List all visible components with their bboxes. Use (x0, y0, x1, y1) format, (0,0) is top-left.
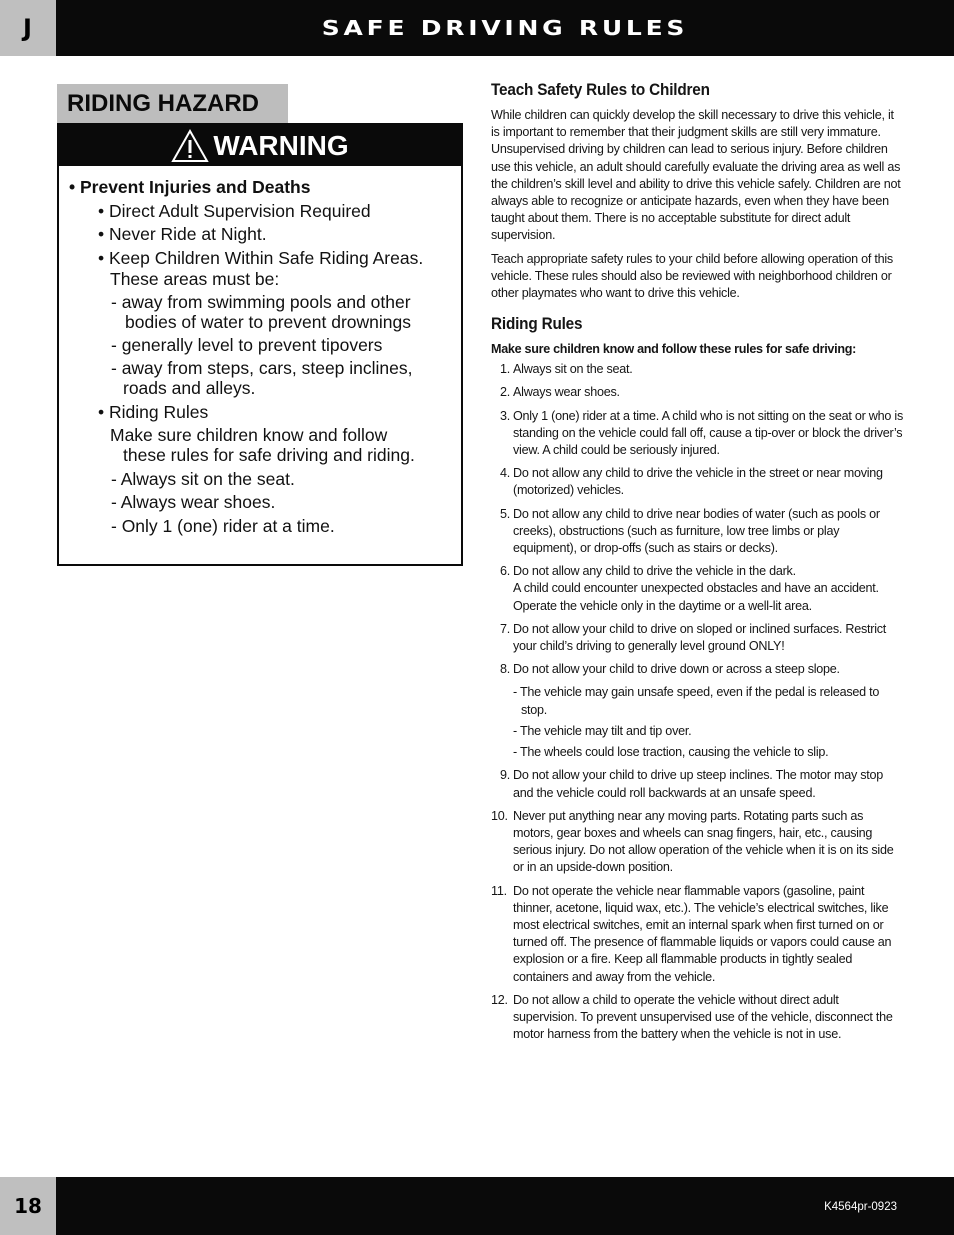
rule-sub-item: - The wheels could lose traction, causing the vehicle to slip. (513, 745, 829, 760)
rule-item: 7. Do not allow your child to drive on sloped or inclined surfaces. Restrict your child’s driving to generally level ground ONLY! (499, 621, 887, 654)
teach-paragraph-1: While children can quickly develop the skill necessary to drive this vehicle, it is important to remember that their judgment skills are still very immature. Unsupervised driving by children can lead to serious injury. Before children use this vehicle, an adult should carefully evaluate the driving area as well as the children’s skill level and ability to drive this vehicle safely. Children are not always able to recognize or anticipate hazards, even when they have been taught about them. There is no acceptable substitute for direct adult supervision. (491, 108, 901, 243)
warning-line: - generally level to prevent tipovers (111, 335, 383, 355)
warning-line: - Always wear shoes. (111, 492, 276, 512)
rule-item: 8. Do not allow your child to drive down or across a steep slope. (499, 662, 840, 677)
rules-intro: Make sure children know and follow these rules for safe driving: (491, 342, 856, 357)
rule-item: 1. Always sit on the seat. (499, 362, 633, 377)
warning-line: - away from swimming pools and other (111, 292, 411, 312)
page-title: SAFE DRIVING RULES (321, 16, 689, 40)
warning-line: these rules for safe driving and riding. (123, 445, 415, 465)
warning-line: - Only 1 (one) rider at a time. (111, 516, 335, 536)
warning-box (57, 123, 463, 566)
warning-line: • Prevent Injuries and Deaths (69, 177, 311, 197)
rule-item: 11. Do not operate the vehicle near flammable vapors (gasoline, paint thinner, acetone, liquid wax, etc.). The vehicle’s electrical switches, like most electrical switches, emit an internal spark when first turned on or turned off. The presence of flammable liquids or vapors could cause an explosion or a fire. Keep all flammable products in tightly sealed containers and away from the vehicle. (491, 883, 892, 984)
warning-line: These areas must be: (110, 269, 280, 289)
warning-line: roads and alleys. (123, 378, 256, 398)
right-column (491, 80, 903, 1049)
rule-item: 5. Do not allow any child to drive near bodies of water (such as pools or creeks), obstructions (such as furniture, low tree limbs or play equipment), or drop-offs (such as stairs or decks). (499, 506, 880, 556)
rule-item: 6. Do not allow any child to drive the vehicle in the dark. A child could encounter unexpected obstacles and have an accident. Operate the vehicle only in the daytime or a well-lit area. (499, 564, 879, 613)
section-letter: J (0, 0, 56, 56)
page-footer (0, 1177, 954, 1235)
warning-bar (59, 125, 461, 166)
page-number: 18 (0, 1177, 56, 1235)
warning-line: • Riding Rules (98, 402, 209, 422)
rule-item: 9. Do not allow your child to drive up steep inclines. The motor may stop and the vehicle could roll backwards at an unsafe speed. (499, 768, 884, 800)
rule-sub-item: - The vehicle may tilt and tip over. (513, 723, 692, 738)
rule-item: 3. Only 1 (one) rider at a time. A child who is not sitting on the seat or who is standing on the vehicle could fall off, cause a tip-over or block the driver’s view. A child could be seriously injured. (499, 408, 903, 458)
warning-line: bodies of water to prevent drownings (125, 312, 411, 332)
teach-heading: Teach Safety Rules to Children (491, 80, 710, 99)
rule-item: 10. Never put anything near any moving parts. Rotating parts such as motors, gear boxes and wheels can snag fingers, hair, etc., causing serious injury. Do not allow operation of the vehicle when it is on its side or in an upside-down position. (491, 808, 894, 875)
warning-line: • Never Ride at Night. (98, 224, 267, 244)
warning-line: - away from steps, cars, steep inclines, (111, 358, 413, 378)
rule-item: 4. Do not allow any child to drive the vehicle in the street or near moving (motorized) vehicles. (499, 466, 883, 498)
warning-line: - Always sit on the seat. (111, 469, 295, 489)
warning-line: • Direct Adult Supervision Required (98, 201, 371, 221)
rule-sub-item: - The vehicle may gain unsafe speed, even if the pedal is released to stop. (513, 685, 880, 717)
teach-paragraph-2: Teach appropriate safety rules to your child before allowing operation of this vehicle. These rules should also be reviewed with neighborhood children or other playmates who want to drive this vehicle. (491, 251, 893, 301)
document-code: K4564pr-0923 (824, 1201, 897, 1213)
rule-item: 2. Always wear shoes. (499, 385, 620, 400)
warning-line: Make sure children know and follow (110, 425, 388, 445)
warning-line: • Keep Children Within Safe Riding Areas. (98, 248, 424, 268)
page-header (0, 0, 954, 56)
riding-hazard-label: RIDING HAZARD (57, 84, 288, 123)
riding-rules-heading: Riding Rules (491, 314, 583, 334)
warning-label: WARNING (213, 129, 349, 161)
rule-item: 12. Do not allow a child to operate the vehicle without direct adult supervision. To prevent unsupervised use of the vehicle, disconnect the motor harness from the battery when the vehicle is not in use. (491, 992, 893, 1042)
warning-triangle-icon (171, 129, 209, 163)
